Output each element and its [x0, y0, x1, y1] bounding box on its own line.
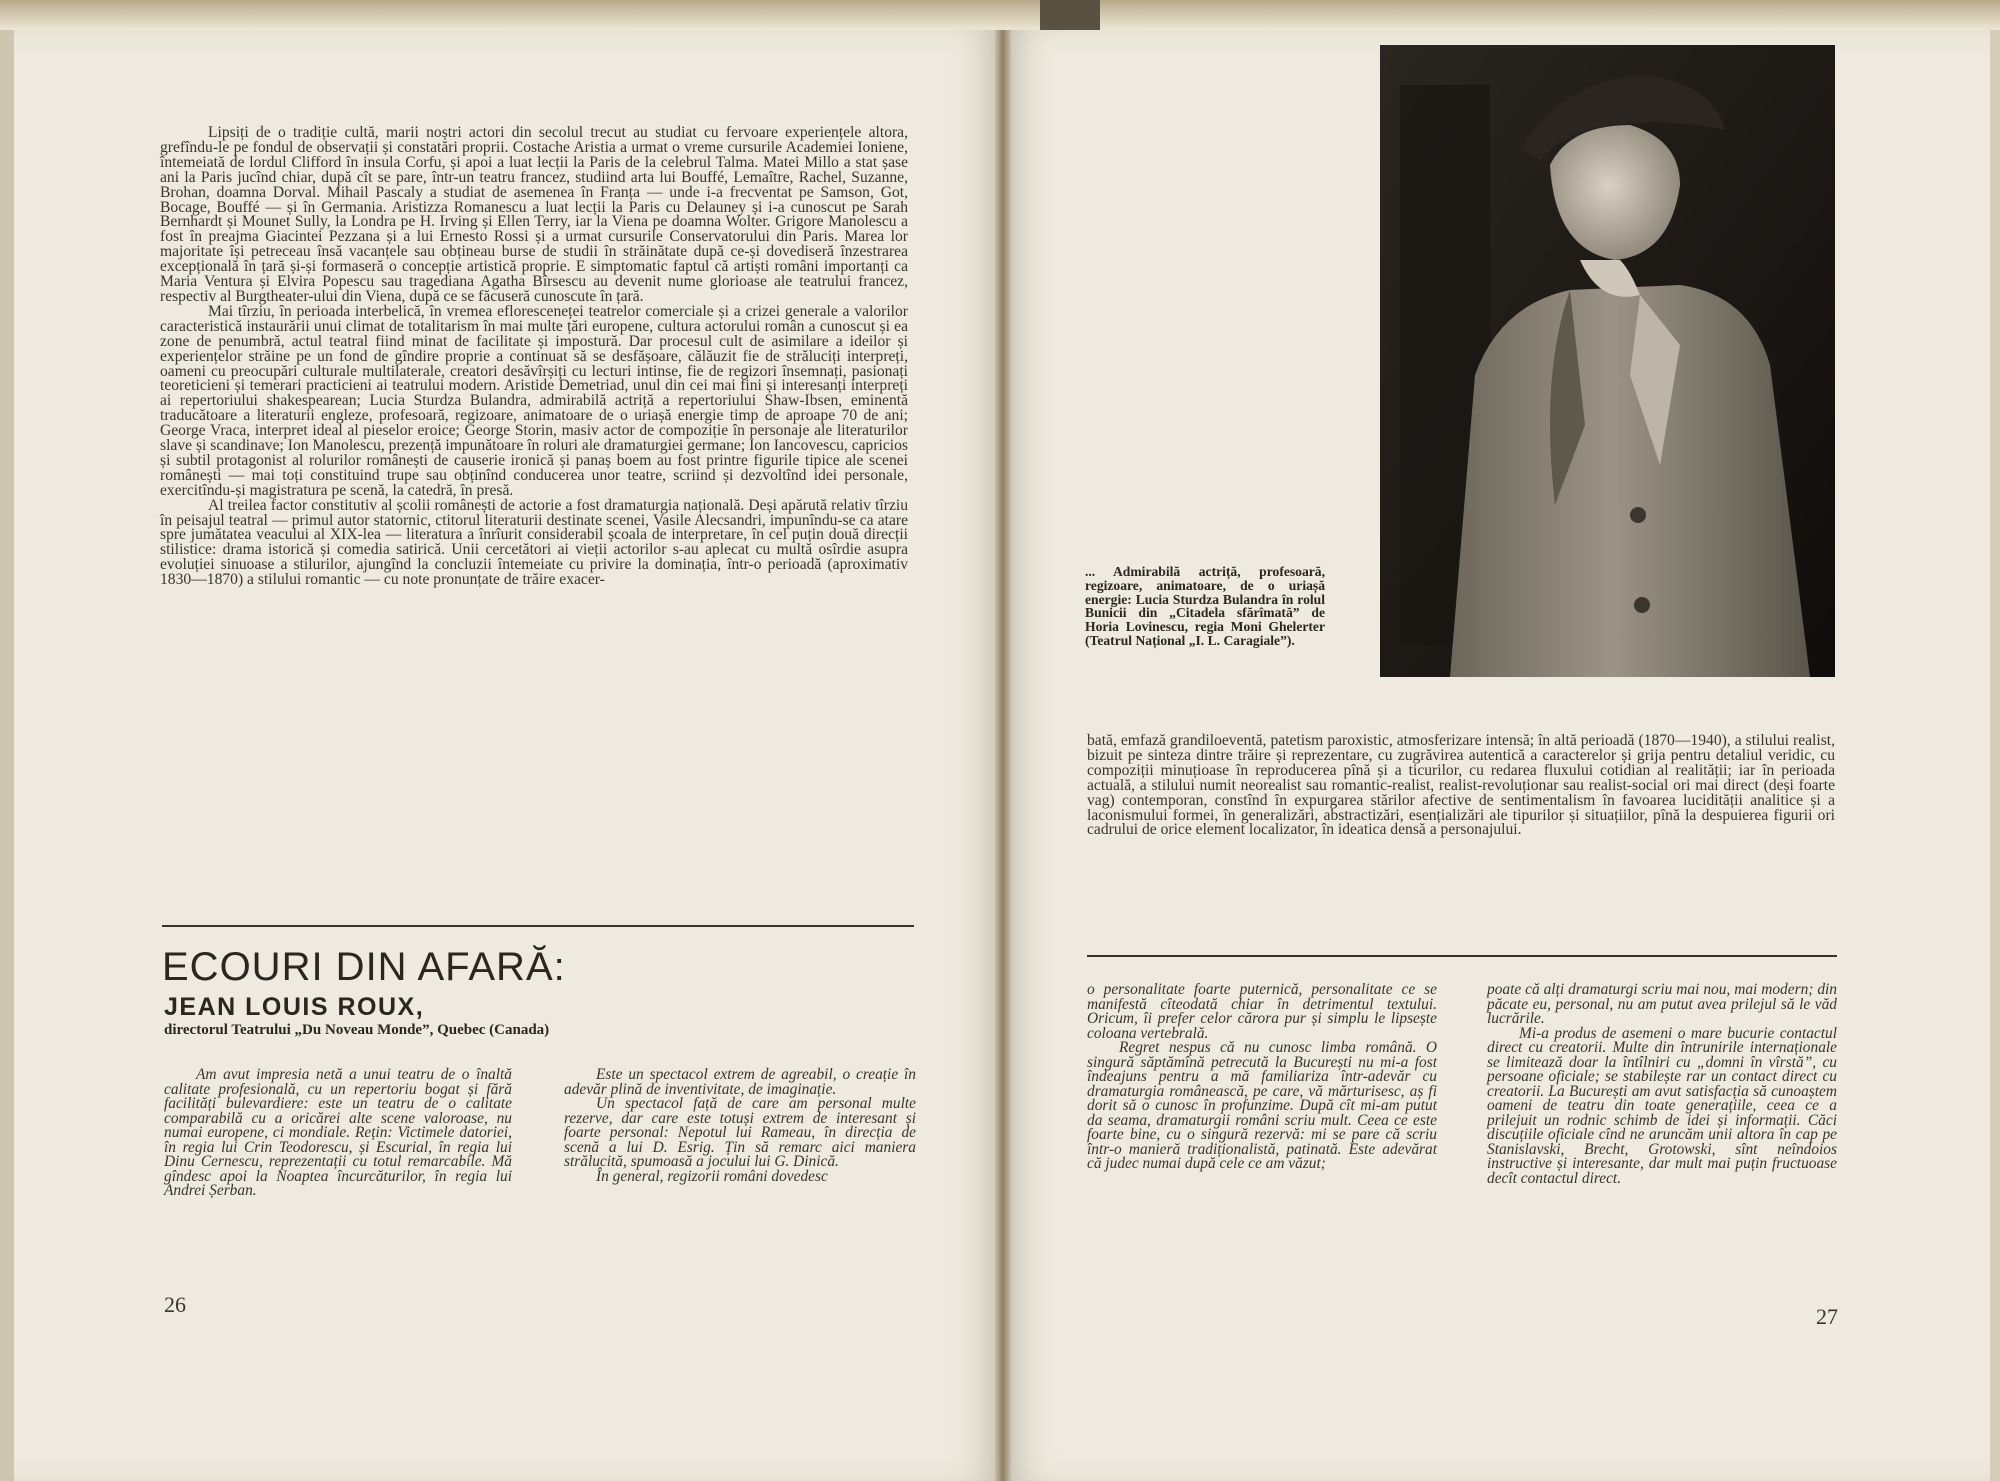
interview-column-3: [1087, 983, 1437, 1172]
interview-paragraph: Regret nespus că nu cunosc limba română. O singură săptămînă petrecută la București nu mi-a fost îndeajuns pentru a mă familiariza într-adevăr cu dramaturgia românească, pe care, vă mărturisesc, aș fi dorit să o cunosc în profunzime. După cît mi-am putut da seama, dramaturgii români scriu mult. Ceea ce este foarte bine, cu o singură rezervă: mi se pare că scriu într-o manieră tradiționalistă, patinată. Este adevărat că judec numai după cele ce am văzut;: [1087, 1039, 1437, 1172]
book-top-edge: [0, 0, 2000, 30]
essay-paragraph: Al treilea factor constitutiv al școlii românești de actorie a fost dramaturgia națională. Deși apărută relativ tîrziu în peisajul teatral — primul autor statornic, ctitorul literaturii destinate scenei, Vasile Alecsandri, impunîndu-se ca atare spre jumătatea veacului al XIX-lea — literatura a înrîurit considerabil școala de interpretare, în cel puțin două direcții stilistice: drama istorică și comedia satirică. Unii cercetători ai vieții actorilor s-au aplecat cu multă osîrdie asupra evoluției sinuoase a stilurilor, ajungînd la concluzii întemeiate cu privire la dominația, într-o perioadă (aproximativ 1830—1870) a stilului romantic — cu note pronunțate de trăire exacer-: [160, 496, 908, 589]
interview-column-1: [164, 1068, 512, 1199]
portrait-illustration: [1380, 45, 1835, 677]
page-number: 26: [164, 1292, 186, 1317]
essay-paragraph: Mai tîrziu, în perioada interbelică, în vremea efloresceneței teatrelor comerciale și a crizei generale a valorilor caracteristică instaurării unui climat de totalitarism în mai multe țări europene, cultura actorului român a cunoscut și ea zone de penumbră, actul teatral fiind minat de facilitate și impostură. Dar procesul cult de asimilare a ideilor și experiențelor străine pe un fond de gîndire proprie a continuat să se desfășoare, călăuzit fie de străluciți interpreți, oameni cu preocupări culturale multilaterale, creatori desăvîrșiți cu lecturi intinse, fie de regizori însemnați, pasionați teoreticieni și temerari practicieni ai teatrului modern. Aristide Demetriad, unul din cei mai fini și interesanți interpreți ai repertoriului shakespearean; Lucia Sturdza Bulandra, admirabilă actriță a repertoriului Shaw-Ibsen, eminentă traducătoare a literaturii engleze, profesoară, regizoare, animatoare de o uriașă energie timp de aproape 70 de ani; George Vraca, interpret ideal al pieselor eroice; George Storin, masiv actor de compoziție în personaje ale literaturilor slave și scandinave; Ion Manolescu, prezență impunătoare în roluri ale dramaturgiei germane; Ion Iancovescu, capricios și subtil protagonist al rolurilor românești de causerie ironică și panaș boem au fost printre figurile tipice ale scenei românești — mai toți constituind trupe sau obținînd conducerea unor teatre, scriind și dezvoltînd idei personale, exercitîndu-și magistratura pe scenă, la catedră, în presă.: [160, 302, 908, 499]
interview-paragraph: În general, regizorii români dovedesc: [596, 1167, 828, 1185]
cover-corner: [1040, 0, 1100, 34]
page-number: 27: [1816, 1304, 1838, 1329]
interview-column-2: [564, 1068, 916, 1184]
interview-paragraph: Un spectacol față de care am personal multe rezerve, dar care este totuși extrem de interesant și foarte personal: Nepotul lui Rameau, în direcția de scenă a lui D. Esrig. Țin să remarc aici maniera strălucită, spumoasă a jocului lui G. Dinică.: [564, 1095, 916, 1170]
interview-paragraph: Am avut impresia netă a unui teatru de o înaltă calitate profesională, cu un repertoriu bogat și fără facilități bulevardiere: este un teatru de o calitate comparabilă cu a oricărei alte scene valoroase, nu numai europene, ci mondiale. Rețin: Victimele datoriei, în regia lui Crin Teodorescu, și Escurial, în regia lui Dinu Cernescu, reprezentații cu totul remarcabile. Mă gîndesc apoi la Noaptea încurcăturilor, în regia lui Andrei Șerban.: [164, 1066, 512, 1199]
section-divider: [162, 925, 914, 927]
section-divider: [1087, 955, 1837, 957]
essay-paragraph: Lipsiți de o tradiție cultă, marii noștri actori din secolul trecut au studiat cu fervoare experiențele altora, grefîndu-le pe fondul de observații și constatări proprii. Costache Aristia a urmat o vreme cursurile Academiei Ioniene, întemeiată de lordul Clifford în insula Corfu, și apoi a luat lecții la Paris de la celebrul Talma. Matei Millo a stat șase ani la Paris jucînd chiar, după cît se pare, într-un teatru francez, studiind arta lui Bouffé, Lemaître, Rachel, Suzanne, Brohan, doamna Dorval. Mihail Pascaly a studiat de asemenea în Franța — unde i-a frecventat pe Samson, Got, Bocage, Bouffé — și în Germania. Aristizza Romanescu a luat lecții la Paris cu Delauney și i-a cunoscut pe Sarah Bernhardt și Mounet Sully, la Londra pe H. Irving și Ellen Terry, iar la Viena pe doamna Wolter. Grigore Manolescu a fost în preajma Giacintei Pezzana și a lui Ernesto Rossi și a urmat cursurile Conservatorului din Paris. Marea lor majoritate își petreceau însă vacanțele sau obțineau burse de studii în străinătate după ce-și dovediseră înzestrarea excepțională în țară și-și formaseră o concepție artistică proprie. E simptomatic faptul că artiști români importanți ca Maria Ventura și Elvira Popescu sau tragediana Agatha Bîrsescu au devenit nume glorioase ale teatrului francez, respectiv al Burgtheater-ului din Viena, după ce se făcuseră cunoscute în țară.: [160, 124, 908, 305]
portrait-photo: [1380, 45, 1835, 677]
interview-column-4: [1487, 983, 1837, 1186]
left-essay: [160, 126, 908, 588]
book-gutter: [995, 30, 1011, 1481]
photo-caption: ... Admirabilă actriță, profesoară, regizoare, animatoare, de o uriașă energie: Lucia Sturdza Bulandra în rolul Bunicii din „Citadela sfărîmată” de Horia Lovinescu, regia Moni Ghelerter (Teatrul Național „I. L. Caragiale”).: [1085, 564, 1325, 648]
section-title: ECOURI DIN AFARĂ:: [162, 945, 566, 989]
interview-paragraph: Mi-a produs de asemeni o mare bucurie contactul direct cu creatorii. Multe din întrunirile internaționale se limitează doar la întîlniri cu „domni în vîrstă”, cu persoane oficiale; se stabilește rar un contact direct cu creatorii. La București am avut satisfacția să cunoaștem oameni de teatru din toate generațiile, ceea ce a prilejuit un rodnic schimb de idei și informații. Căci discuțiile oficiale cînd ne aruncăm unii altora în cap pe Stanislavski, Brecht, Grotowski, sînt neîndoios instructive și interesante, dar mult mai puțin fructuoase decît contactul direct.: [1487, 1024, 1837, 1187]
interview-paragraph: Este un spectacol extrem de agreabil, o creație în adevăr plină de inventivitate, de imaginație.: [564, 1066, 916, 1098]
right-essay: [1087, 734, 1835, 838]
essay-paragraph: bată, emfază grandiloeventă, patetism paroxistic, atmosferizare intensă; în altă perioadă (1870—1940), a stilului realist, bizuit pe sinteza dintre trăire și reprezentare, cu zugrăvirea autentică a caracterelor și grija pentru detaliul veridic, cu compoziții minuțioase în reproducerea pînă și a ticurilor, cu redarea fluxului cotidian al realității; iar în perioada actuală, a stilului numit neorealist sau romantic-realist, realist-revoluționar sau realist-social ori mai direct (deși foarte vag) contemporan, constînd în expurgarea stărilor afective de sentimentalism în favoarea lucidității analitice și a laconismului formei, în generalizări, abstractizări, esențializări ale tipurilor și situațiilor, pînă la despuierea figurii ori cadrului de orice element localizator, în ideatica densă a personajului.: [1087, 732, 1835, 839]
interviewee-role: directorul Teatrului „Du Noveau Monde”, Quebec (Canada): [164, 1022, 550, 1038]
interview-paragraph: o personalitate foarte puternică, personalitate ce se manifestă cîteodată chiar în detrimentul textului. Oricum, îi prefer celor cărora pur și simplu le lipsește coloana vertebrală.: [1087, 981, 1437, 1042]
interview-paragraph: poate că alți dramaturgi scriu mai nou, mai modern; din păcate eu, personal, nu am putut avea prilejul să le văd lucrările.: [1487, 981, 1837, 1027]
interviewee-name: JEAN LOUIS ROUX,: [164, 993, 425, 1021]
